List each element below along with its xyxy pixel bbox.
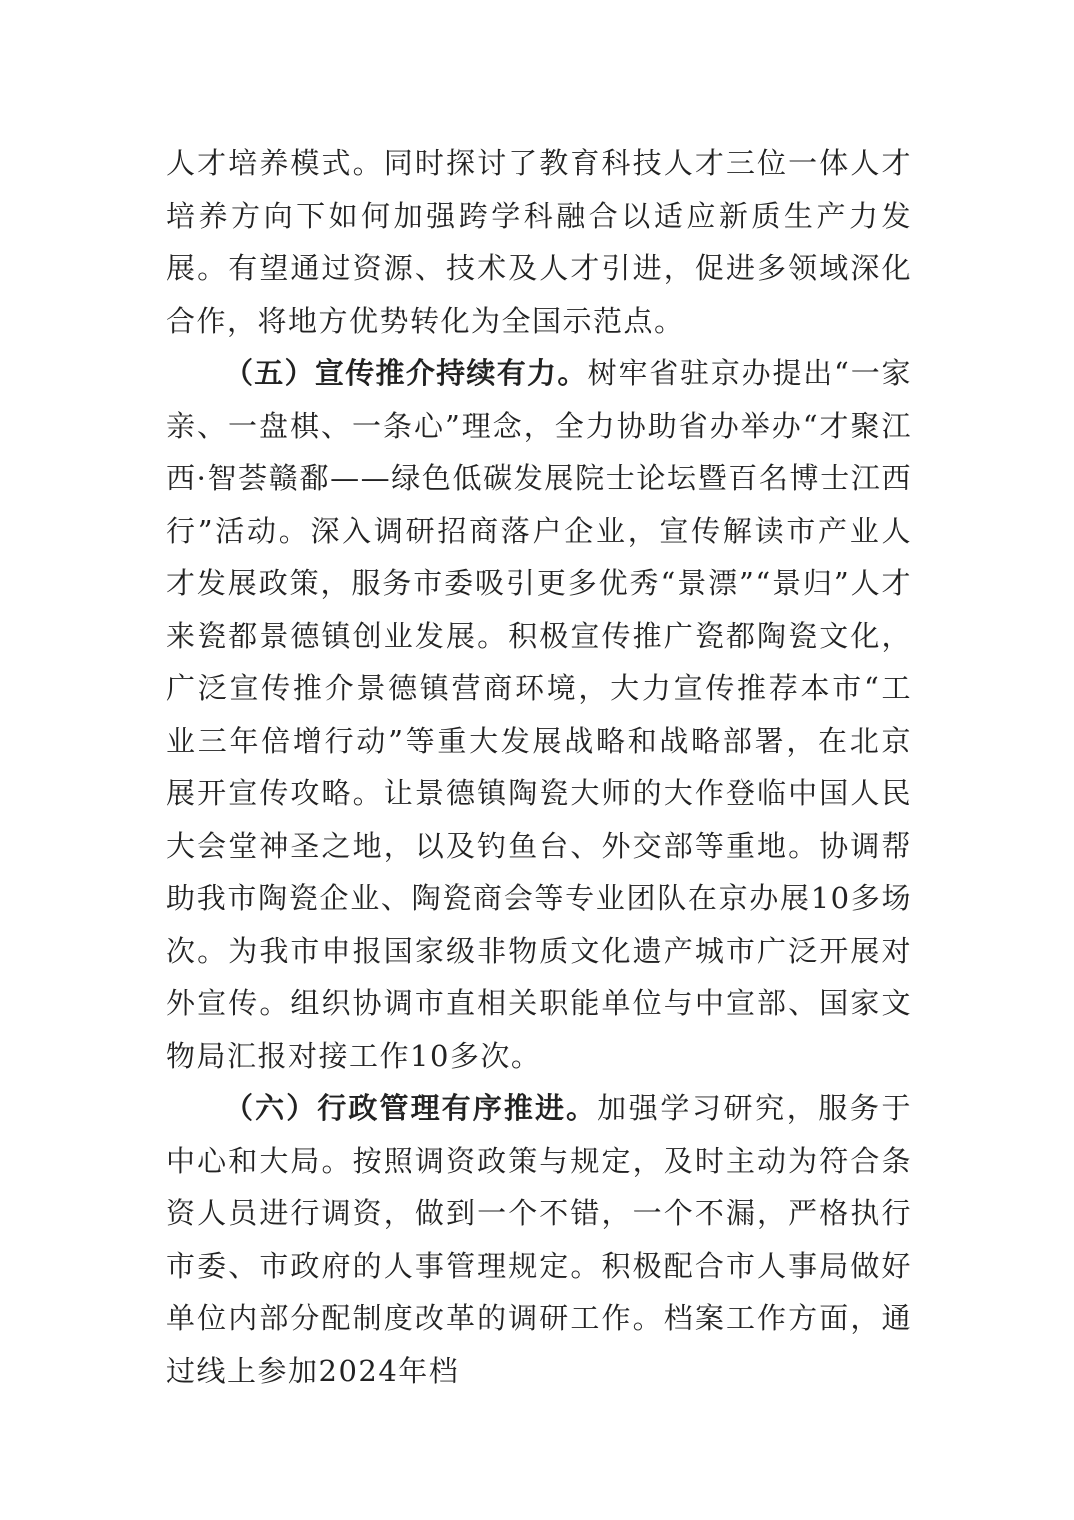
paragraph-text: 加强学习研究，服务于中心和大局。按照调资政策与规定，及时主动为符合条资人员进行调资，做到一个不错，一个不漏，严格执行市委、市政府的人事管理规定。积极配合市人事局做好单位内部分配制度改革的调研工作。档案工作方面，通过线上参加2024年档 (166, 1091, 912, 1388)
paragraph-text: 树牢省驻京办提出“一家亲、一盘棋、一条心”理念，全力协助省办举办“才聚江西·智荟赣鄱——绿色低碳发展院士论坛暨百名博士江西行”活动。深入调研招商落户企业，宣传解读市产业人才发展政策，服务市委吸引更多优秀“景漂”“景归”人才来瓷都景德镇创业发展。积极宣传推广瓷都陶瓷文化，广泛宣传推介景德镇营商环境，大力宣传推荐本市“工业三年倍增行动”等重大发展战略和战略部署，在北京展开宣传攻略。让景德镇陶瓷大师的大作登临中国人民大会堂神圣之地，以及钓鱼台、外交部等重地。协调帮助我市陶瓷企业、陶瓷商会等专业团队在京办展10多场次。为我市申报国家级非物质文化遗产城市广泛开展对外宣传。组织协调市直相关职能单位与中宣部、国家文物局汇报对接工作10多次。 (166, 356, 912, 1073)
paragraph-administration (166, 1082, 912, 1397)
paragraph-continuation (166, 137, 912, 347)
paragraph-text: 人才培养模式。同时探讨了教育科技人才三位一体人才培养方向下如何加强跨学科融合以适应新质生产力发展。有望通过资源、技术及人才引进，促进多领域深化合作，将地方优势转化为全国示范点。 (166, 146, 912, 338)
section-heading-administration: （六）行政管理有序推进。 (224, 1091, 598, 1125)
paragraph-publicity (166, 347, 912, 1082)
body-text (166, 137, 912, 1397)
section-heading-publicity: （五）宣传推介持续有力。 (224, 356, 588, 390)
